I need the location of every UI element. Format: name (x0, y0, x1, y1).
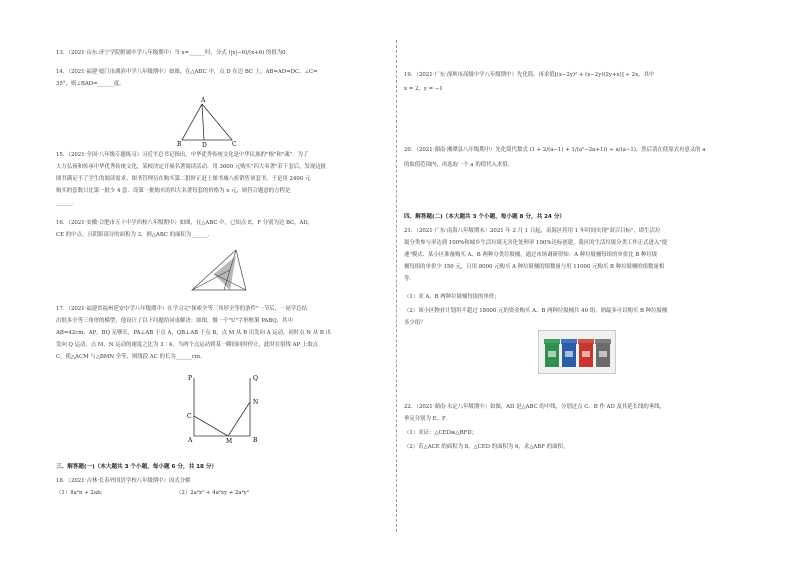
section-4-heading: 四、解答题(二)（本大题共 3 个小题，每小题 8 分，共 24 分） (404, 214, 566, 220)
question-20-line2: 的取值范围内，再选取一个 a 的值代入求值。 (404, 162, 514, 168)
bin-lid (561, 339, 577, 344)
question-21-line2: 圾分类参与率达到 100%和城乡生活垃圾无害化处理率 100%达标创建，我区的生活垃圾分类工作正式进入"提 (404, 240, 668, 246)
question-15-line2: 大力弘扬和传承中华优秀传统文化，某校决定开展名著阅读活动．用 3600 元购买"四大名著"若干套后，发现这批 (56, 164, 327, 170)
question-15-line5: ______. (56, 200, 74, 206)
question-14-line1: 14．（2021·福建·厦门市湖滨中学八年级期中）如图，在△ABC 中，点 D 在边 BC 上，AB=AD=DC，∠C= (56, 69, 318, 75)
question-17-line2: 出很多全等三角形的模型，他设计了以下问题给同桌解决：如图，做一个"U"字形框架 PABQ，其中 (56, 318, 293, 324)
question-14-line2: 35°，则∠BAD=______度。 (56, 81, 125, 87)
label-n: N (253, 399, 259, 406)
label-p: P (188, 375, 193, 382)
question-15-line4: 购买的套数只比第一批少 4 套．设第一批购买的四大名著每套的价格为 x 元，则符合题意的方程是 (56, 188, 291, 194)
question-19-line2: x = 2，y = −1 (404, 86, 443, 92)
label-a2: A (188, 437, 193, 444)
question-17-line5: C，使△ACM 与△BMN 全等，则线段 AC 的长为______cm. (56, 354, 202, 360)
label-b: B (177, 141, 182, 148)
question-18-part1: （1）8a²n + 2ab； (56, 490, 106, 496)
question-19-line1: 19．（2021·广东·深圳市高级中学八年级期中）先化简，再求值[(x−2y)² + (x−2y)(2y+x)] ÷ 2x，其中 (404, 72, 655, 78)
label-d: D (202, 142, 207, 148)
label-c2: C (187, 413, 192, 420)
label-c: C (232, 141, 237, 148)
bin-label (599, 351, 607, 357)
question-21-line1: 21．（2021·广东·南海八年级期末）2021 年 2 月 1 日起，南海区将用 1 年时间实现"双百目标"，即生活垃 (404, 228, 661, 234)
bin-lid (595, 339, 611, 344)
label-q: Q (253, 375, 258, 382)
label-b2: B (253, 437, 258, 444)
shaded-triangle-figure (184, 246, 264, 298)
question-22-line2: 垂足分别为 E、F． (404, 416, 452, 422)
question-17-line1: 17．（2021·福建省福州延安中学八年级期中）在学习完"探索全等三角形全等的条件"一节后，一同学总结 (56, 306, 307, 312)
section-3-heading: 三、解答题(一)（本大题共 3 个小题，每小题 6 分，共 18 分） (56, 464, 218, 470)
question-18: 18．（2021·吉林·长春外国语学校八年级期中）因式分解 (56, 478, 191, 484)
question-21-line4: 桶每组的单价少 150 元，且用 8000 元购买 A 种垃圾桶的组数量与用 11000 元购买 B 种垃圾桶的组数量相 (404, 264, 665, 270)
question-16-line2: CE 的中点，且阴影部分的面积为 3，则△ABC 的面积为______. (56, 232, 210, 238)
question-22-part1: （1）求证：△CED≌△BFD； (404, 430, 477, 436)
question-16-line1: 16．（2021·安徽·合肥市五十中学西校八年级期中）如图，在△ABC 中，已知点 E，F 分别为边 BC，AD， (56, 220, 314, 226)
question-21-part1: （1）求 A、B 两种垃圾桶每组的单价； (404, 294, 500, 300)
left-column (56, 0, 388, 562)
question-15-line1: 15．（2021·全国·八年级专题练习）习近平总书记指出，中华优秀传统文化是中华民族的"根"和"魂"．为了 (56, 152, 309, 158)
bin-lid (578, 339, 594, 344)
question-22-part2: （2）若△ACE 的面积为 8，△CED 的面积为 6，求△ABF 的面积。 (404, 444, 569, 450)
right-column (404, 0, 740, 562)
bin-label (565, 351, 573, 357)
label-a: A (201, 97, 206, 104)
question-21-part2-line1: （2）该小区物业计划用不超过 18000 元的资金购买 A、B 两种垃圾桶共 40 组，则最多可以购买 B 种垃圾桶 (404, 308, 668, 314)
label-m: M (226, 438, 233, 444)
question-15-line3: 图书满足不了学生的阅读需求，图书管理员在购买第二批时正赶上图书城八折销售该套书，于是用 2400 元 (56, 176, 311, 182)
bin-lid (544, 339, 560, 344)
question-22-line1: 22．（2021·湖南·永定八年级期中）如图，AD 是△ABC 的中线，分别过点 C、B 作 AD 及其延长线的垂线， (404, 404, 665, 410)
garbage-bins-photo (538, 330, 616, 374)
bin-label (582, 351, 590, 357)
question-18-part2: （2）2a²x² + 4a²xy + 2a²y² (176, 490, 250, 496)
u-frame-figure (180, 372, 270, 444)
bin-label (548, 351, 556, 357)
question-20-line1: 20．（2021·湖南·湘潭县八年级期中）先化简代数式 (1 + 2/(a−1) + 1/(a²−2a+1)) ÷ a/(a−1)，然后请在使原式有意义的 a (404, 147, 706, 153)
question-21-line5: 等． (404, 276, 415, 282)
triangle-abdc-figure (174, 94, 274, 148)
question-21-line3: 速"模式．某小区准备购买 A、B 两种分类垃圾桶，通过市场调研得知：A 种垃圾桶每组的单价比 B 种垃圾 (404, 252, 658, 258)
question-21-part2-line2: 多少组？ (404, 320, 426, 326)
question-17-line3: AB=42cm，AP，BQ 足够长，PA⊥AB 于点 A，QB⊥AB 于点 B，点 M 从 B 出发向 A 运动，同时点 N 从 B 出 (56, 330, 331, 336)
question-13: 13．（2021·山东·济宁学院附属中学八年级期中）当 x=______时，分式 (|x|−6)/(x+6) 的值为0. (56, 50, 288, 56)
question-17-line4: 发向 Q 运动，点 M，N 运动的速度之比为 3∶4，当两个点运动到某一瞬间同时停止，此时在射线 AP 上取点 (56, 342, 319, 348)
column-divider (396, 40, 397, 532)
